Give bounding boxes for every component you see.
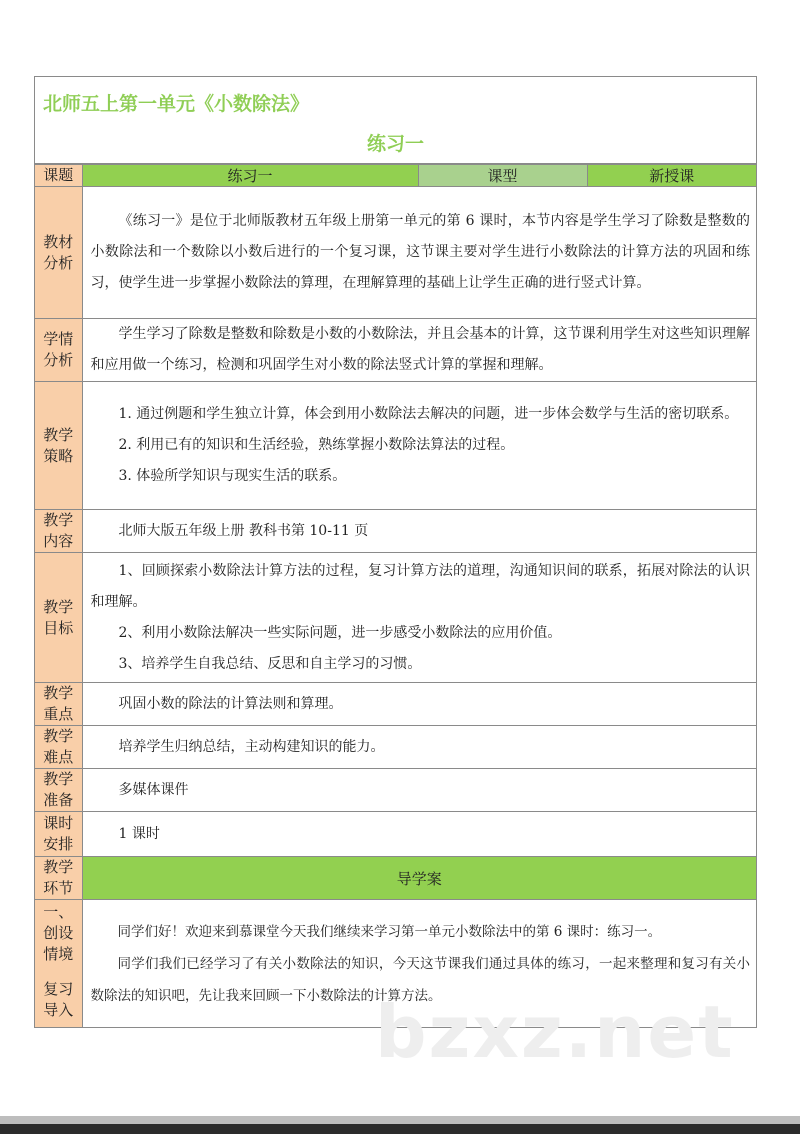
paragraph: 3、培养学生自我总结、反思和自主学习的习惯。 (118, 655, 422, 672)
row-content (82, 683, 756, 726)
paragraph: 2、利用小数除法解决一些实际问题，进一步感受小数除法的应用价值。 (118, 624, 562, 641)
paragraph: 北师大版五年级上册 教科书第 10-11 页 (118, 522, 369, 539)
row-content (82, 319, 756, 382)
type-label: 课型 (418, 165, 587, 187)
document-subtitle: 练习一 (366, 133, 424, 155)
table-row (35, 553, 756, 683)
title-area (35, 77, 756, 164)
row-label: 教学目标 (35, 553, 82, 683)
row-label: 教学准备 (35, 769, 82, 812)
table-row (35, 726, 756, 769)
watermark: bzxz.net (375, 990, 735, 1074)
row-label: 教学策略 (35, 382, 82, 510)
document-title: 北师五上第一单元《小数除法》 (43, 93, 310, 115)
topic-value: 练习一 (82, 165, 418, 187)
table-row (35, 319, 756, 382)
table-row (35, 812, 756, 857)
row-label: 教学内容 (35, 510, 82, 553)
row-label: 教材分析 (35, 187, 82, 319)
row-content (82, 510, 756, 553)
table-row (35, 187, 756, 319)
row-content (82, 769, 756, 812)
section-value: 导学案 (82, 857, 756, 900)
row-label-top: 一、创设情境 (43, 903, 74, 963)
type-value: 新授课 (587, 165, 756, 187)
paragraph: 培养学生归纳总结，主动构建知识的能力。 (118, 738, 385, 755)
bottom-bar (0, 1124, 800, 1134)
paragraph: 1、回顾探索小数除法计算方法的过程，复习计算方法的道理，沟通知识间的联系，拓展对除法的认识和理解。 (90, 562, 750, 610)
row-label: 学情分析 (35, 319, 82, 382)
lesson-plan-document (34, 76, 757, 1028)
paragraph: 巩固小数的除法的计算法则和算理。 (118, 695, 343, 712)
paragraph: 2. 利用已有的知识和生活经验，熟练掌握小数除法算法的过程。 (118, 437, 515, 453)
row-label: 教学重点 (35, 683, 82, 726)
row-label: 教学难点 (35, 726, 82, 769)
row-label-bottom: 复习导入 (43, 980, 74, 1019)
row-content (82, 382, 756, 510)
row-label: 课题 (35, 165, 82, 187)
intro-label-cell (35, 900, 82, 1028)
table-row (35, 769, 756, 812)
row-label: 课时安排 (35, 812, 82, 857)
paragraph: 《练习一》是位于北师版教材五年级上册第一单元的第 6 课时，本节内容是学生学习了除数是整数的小数除法和一个数除以小数后进行的一个复习课，这节课主要对学生进行小数除法的计算方法的巩固和练习，使学生进一步掌握小数除法的算理，在理解算理的基础上让学生正确的进行竖式计算。 (90, 213, 750, 291)
row-content (82, 187, 756, 319)
paragraph: 1 课时 (118, 825, 160, 842)
paragraph: 学生学习了除数是整数和除数是小数的小数除法，并且会基本的计算，这节课利用学生对这些知识理解和应用做一个练习，检测和巩固学生对小数的除法竖式计算的掌握和理解。 (90, 326, 750, 373)
paragraph: 多媒体课件 (118, 781, 189, 798)
table-row (35, 683, 756, 726)
row-label: 教学环节 (35, 857, 82, 900)
section-row (35, 857, 756, 900)
table-row (35, 510, 756, 553)
paragraph: 同学们我们已经学习了有关小数除法的知识，今天这节课我们通过具体的练习，一起来整理和复习有关小数除法的知识吧，先让我来回顾一下小数除法的计算方法。 (90, 955, 750, 1004)
topic-row (35, 165, 756, 187)
lesson-table (35, 164, 756, 1028)
row-content (82, 553, 756, 683)
row-content (82, 726, 756, 769)
paragraph: 1. 通过例题和学生独立计算，体会到用小数除法去解决的问题，进一步体会数学与生活的密切联系。 (118, 406, 739, 422)
paragraph: 同学们好！欢迎来到慕课堂今天我们继续来学习第一单元小数除法中的第 6 课时：练习一。 (117, 923, 662, 940)
scroll-divider (0, 1116, 800, 1124)
table-row (35, 382, 756, 510)
row-content (82, 812, 756, 857)
paragraph: 3. 体验所学知识与现实生活的联系。 (118, 468, 347, 484)
